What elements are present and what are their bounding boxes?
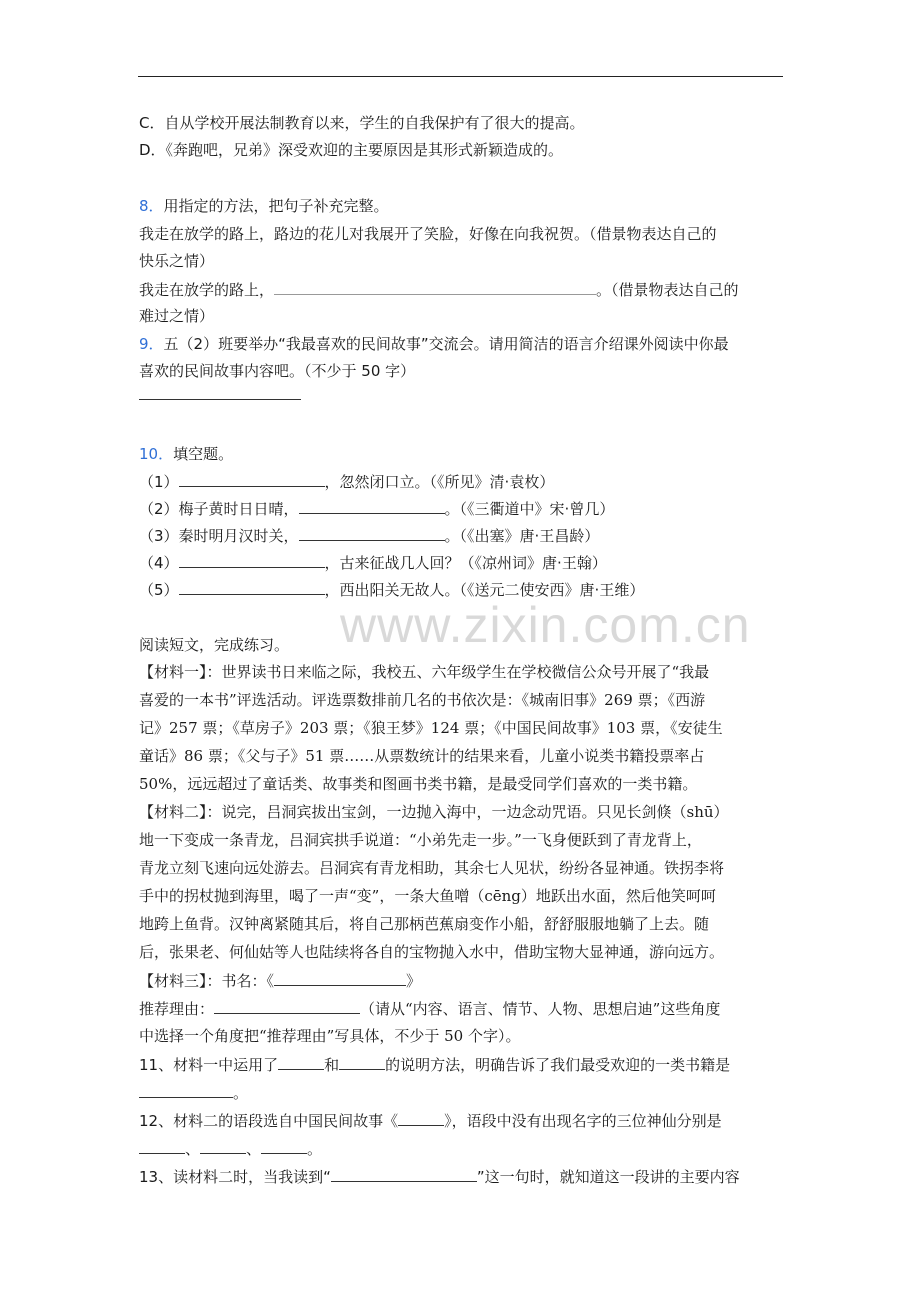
option-d: D．《奔跑吧，兄弟》深受欢迎的主要原因是其形式新颖造成的。 (139, 141, 564, 159)
item-text: ，忽然闭口立。（《所见》清·袁枚） (324, 473, 555, 491)
answer-blank[interactable] (331, 1166, 477, 1182)
separator: 、 (185, 1140, 201, 1158)
reason-suffix: （请从“内容、语言、情节、人物、思想启迪”这些角度 (360, 1000, 721, 1018)
answer-blank[interactable] (339, 1054, 385, 1070)
item-label: （5） (139, 581, 179, 599)
question-12-line2 (139, 1138, 322, 1159)
question-number: 8． (139, 197, 164, 215)
question-13 (139, 1166, 740, 1187)
material-1-line: 50%，远远超过了童话类、故事类和图画书类书籍，是最受同学们喜欢的一类书籍。 (139, 775, 698, 793)
answer-blank[interactable] (200, 1138, 246, 1154)
q8-task-line2: 难过之情） (139, 307, 215, 325)
q13-text: ”这一句时，就知道这一段讲的主要内容 (476, 1168, 740, 1186)
material-3-suffix: 》 (406, 972, 422, 990)
q10-item-4 (139, 552, 607, 573)
q8-example-line2: 快乐之情） (139, 252, 215, 270)
question-9-line2: 喜欢的民间故事内容吧。（不少于 50 字） (139, 362, 416, 380)
reading-intro: 阅读短文，完成练习。 (139, 636, 290, 654)
q9-answer-line (139, 384, 301, 405)
watermark: www.zixin.com.cn (340, 597, 751, 653)
q10-item-1 (139, 471, 554, 492)
item-label: （3）秦时明月汉时关， (139, 527, 299, 545)
answer-blank[interactable] (299, 498, 445, 514)
q8-task-suffix: 。（借景物表达自己的 (596, 281, 739, 299)
question-10-prompt (139, 444, 233, 464)
answer-blank[interactable] (139, 1138, 185, 1154)
q12-end: 。 (307, 1140, 323, 1158)
question-12 (139, 1110, 722, 1131)
book-title-blank[interactable] (274, 970, 406, 986)
q13-text: 13、读材料二时，当我读到“ (139, 1168, 331, 1186)
q11-end: 。 (233, 1084, 249, 1102)
item-text: 。（《出塞》唐·王昌龄） (444, 527, 600, 545)
material-2-line: 后，张果老、何仙姑等人也陆续将各自的宝物抛入水中，借助宝物大显神通，游向远方。 (139, 943, 725, 961)
question-9-line1 (139, 334, 729, 354)
answer-blank[interactable] (139, 1082, 233, 1098)
q12-text: 》，语段中没有出现名字的三位神仙分别是 (444, 1112, 722, 1130)
answer-blank[interactable] (261, 1138, 307, 1154)
material-1-line: 记》257 票；《草房子》203 票；《狼王梦》124 票；《中国民间故事》103 票，《安徒生 (139, 719, 723, 737)
q11-text: 和 (324, 1056, 340, 1074)
question-11 (139, 1054, 730, 1075)
question-number: 10． (139, 445, 174, 463)
answer-blank[interactable] (299, 525, 445, 541)
answer-blank[interactable] (139, 384, 301, 400)
q8-task-line (139, 279, 739, 300)
material-1-line: 【材料一】：世界读书日来临之际，我校五、六年级学生在学校微信公众号开展了“我最 (139, 663, 710, 681)
reason-line2: 中选择一个角度把“推荐理由”写具体，不少于 50 个字）。 (139, 1027, 521, 1045)
question-number: 9． (139, 335, 164, 353)
item-text: ，古来征战几人回？（《凉州词》唐·王翰） (324, 554, 607, 572)
q10-item-3 (139, 525, 599, 546)
reason-line (139, 998, 720, 1019)
item-label: （4） (139, 554, 179, 572)
option-c: C．自从学校开展法制教育以来，学生的自我保护有了很大的提高。 (139, 114, 585, 132)
material-2-line: 青龙立刻飞速向远处游去。吕洞宾有青龙相助，其余七人见状，纷纷各显神通。铁拐李将 (139, 859, 725, 877)
q11-text: 的说明方法，明确告诉了我们最受欢迎的一类书籍是 (385, 1056, 731, 1074)
material-3-prefix: 【材料三】：书名：《 (139, 972, 275, 990)
answer-blank[interactable] (179, 579, 325, 595)
question-text: 用指定的方法，把句子补充完整。 (163, 197, 389, 215)
answer-blank[interactable] (398, 1110, 444, 1126)
answer-blank[interactable] (278, 1054, 324, 1070)
reason-blank[interactable] (214, 998, 360, 1014)
top-rule (138, 76, 783, 77)
reason-prefix: 推荐理由： (139, 1000, 215, 1018)
answer-blank[interactable] (179, 471, 325, 487)
q12-text: 12、材料二的语段选自中国民间故事《 (139, 1112, 399, 1130)
answer-blank[interactable] (179, 552, 325, 568)
q11-text: 11、材料一中运用了 (139, 1056, 279, 1074)
question-8-prompt (139, 196, 389, 216)
material-2-line: 地跨上鱼背。汉钟离紧随其后，将自己那柄芭蕉扇变作小船，舒舒服服地躺了上去。随 (139, 915, 710, 933)
material-2-line: 地一下变成一条青龙，吕洞宾拱手说道：“小弟先走一步。”一飞身便跃到了青龙背上， (139, 831, 702, 849)
material-3-line (139, 970, 421, 991)
question-text: 五（2）班要举办“我最喜欢的民间故事”交流会。请用简洁的语言介绍课外阅读中你最 (163, 335, 729, 353)
separator: 、 (246, 1140, 262, 1158)
item-text: 。（《三衢道中》宋·曾几） (444, 500, 615, 518)
question-text: 填空题。 (173, 445, 234, 463)
q8-example-line1: 我走在放学的路上，路边的花儿对我展开了笑脸，好像在向我祝贺。（借景物表达自己的 (139, 225, 717, 243)
question-11-line2 (139, 1082, 248, 1103)
q10-item-2 (139, 498, 614, 519)
q8-task-prefix: 我走在放学的路上， (139, 281, 275, 299)
material-1-line: 喜爱的一本书”评选活动。评选票数排前几名的书依次是：《城南旧事》269 票；《西游 (139, 691, 706, 709)
answer-blank[interactable] (274, 279, 596, 295)
material-1-line: 童话》86 票；《父与子》51 票……从票数统计的结果来看，儿童小说类书籍投票率占 (139, 747, 705, 765)
material-2-line: 【材料二】：说完，吕洞宾拔出宝剑，一边抛入海中，一边念动咒语。只见长剑倏（shū） (139, 803, 729, 821)
item-label: （1） (139, 473, 179, 491)
material-2-line: 手中的拐杖抛到海里，喝了一声“变”，一条大鱼噌（cēng）地跃出水面，然后他笑呵呵 (139, 887, 716, 905)
item-label: （2）梅子黄时日日晴， (139, 500, 299, 518)
item-text: ，西出阳关无故人。（《送元二使安西》唐·王维） (324, 581, 645, 599)
